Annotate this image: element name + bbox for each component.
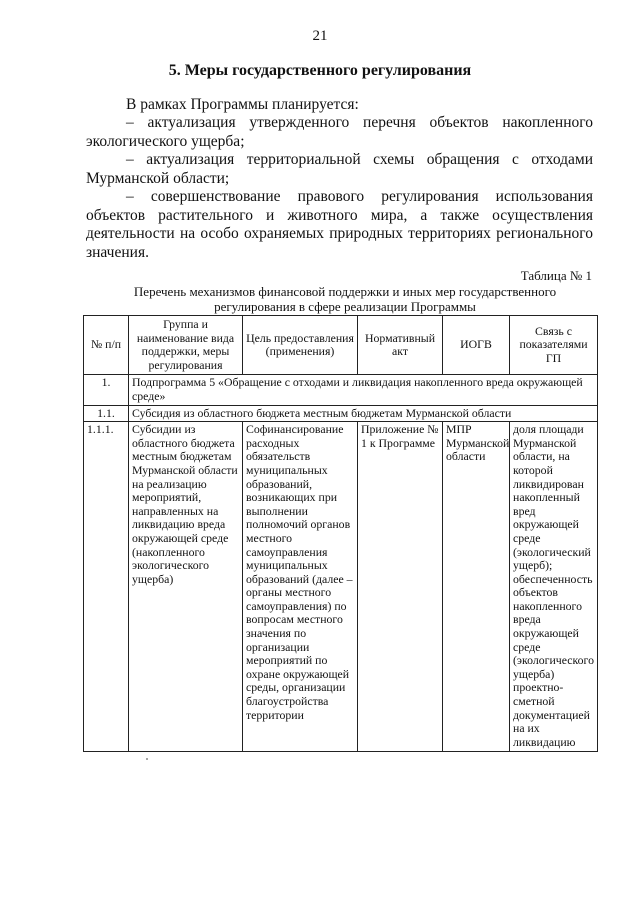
intro-text: В рамках Программы планируется:: [126, 96, 359, 113]
paragraph-3-text: – совершенствование правового регулирования использования объектов растительного и животного мира, а также осуществления деятельности на особо охраняемых природных территориях регионального значения.: [86, 188, 593, 261]
table-number: Таблица № 1: [520, 268, 592, 283]
paragraph-2: [86, 151, 593, 188]
header-goal: Цель предоставления (применения): [243, 316, 358, 375]
header-iogv: ИОГВ: [443, 316, 510, 375]
row-1-text: Подпрограмма 5 «Обращение с отходами и ликвидация накопленного вреда окружающей среде»: [129, 375, 598, 405]
row-3-group: Субсидии из областного бюджета местным бюджетам Мурманской области на реализацию мероприятий, направленных на ликвидацию вреда окружающей среде (накопленного экологического ущерба): [129, 422, 243, 752]
row-2-num: 1.1.: [84, 405, 129, 422]
page-number: 21: [312, 28, 328, 44]
table-row: [84, 375, 598, 405]
section-title: 5. Меры государственного регулирования: [168, 62, 472, 79]
table-row: [84, 405, 598, 422]
measures-table: [83, 315, 598, 752]
row-2-text: Субсидия из областного бюджета местным бюджетам Мурманской области: [129, 405, 598, 422]
row-3-act: Приложение № 1 к Программе: [358, 422, 443, 752]
header-link: Связь с показателями ГП: [510, 316, 598, 375]
header-group: Группа и наименование вида поддержки, меры регулирования: [129, 316, 243, 375]
row-3-num: 1.1.1.: [84, 422, 129, 752]
header-num: № п/п: [84, 316, 129, 375]
header-act: Нормативный акт: [358, 316, 443, 375]
row-3-goal: Софинансирование расходных обязательств муниципальных образований, возникающих при выполнении полномочий органов местного самоуправления муниципальных образований (далее – органы местного самоуправления) по вопросам местного значения по организации мероприятий по охране окружающей среды, организации благоустройства территории: [243, 422, 358, 752]
table-header-row: [84, 316, 598, 375]
row-1-num: 1.: [84, 375, 129, 405]
paragraph-1: [86, 114, 593, 151]
row-3-link: доля площади Мурманской области, на которой ликвидирован накопленный вред окружающей среде (экологический ущерб); обеспеченность объектов накопленного вреда окружающей среде (экологического ущерба) проектно-сметной документацией на их ликвидацию: [510, 422, 598, 752]
paragraph-2-text: – актуализация территориальной схемы обращения с отходами Мурманской области;: [86, 151, 593, 187]
table-caption: Перечень механизмов финансовой поддержки и иных мер государственного регулирования в сфере реализации Программы: [133, 284, 557, 314]
paragraph-1-text: – актуализация утвержденного перечня объектов накопленного экологического ущерба;: [86, 114, 593, 150]
row-3-iogv: МПР Мурманской области: [443, 422, 510, 752]
table-row: [84, 422, 598, 752]
scan-speck: [146, 758, 148, 760]
paragraph-3: [86, 188, 593, 262]
